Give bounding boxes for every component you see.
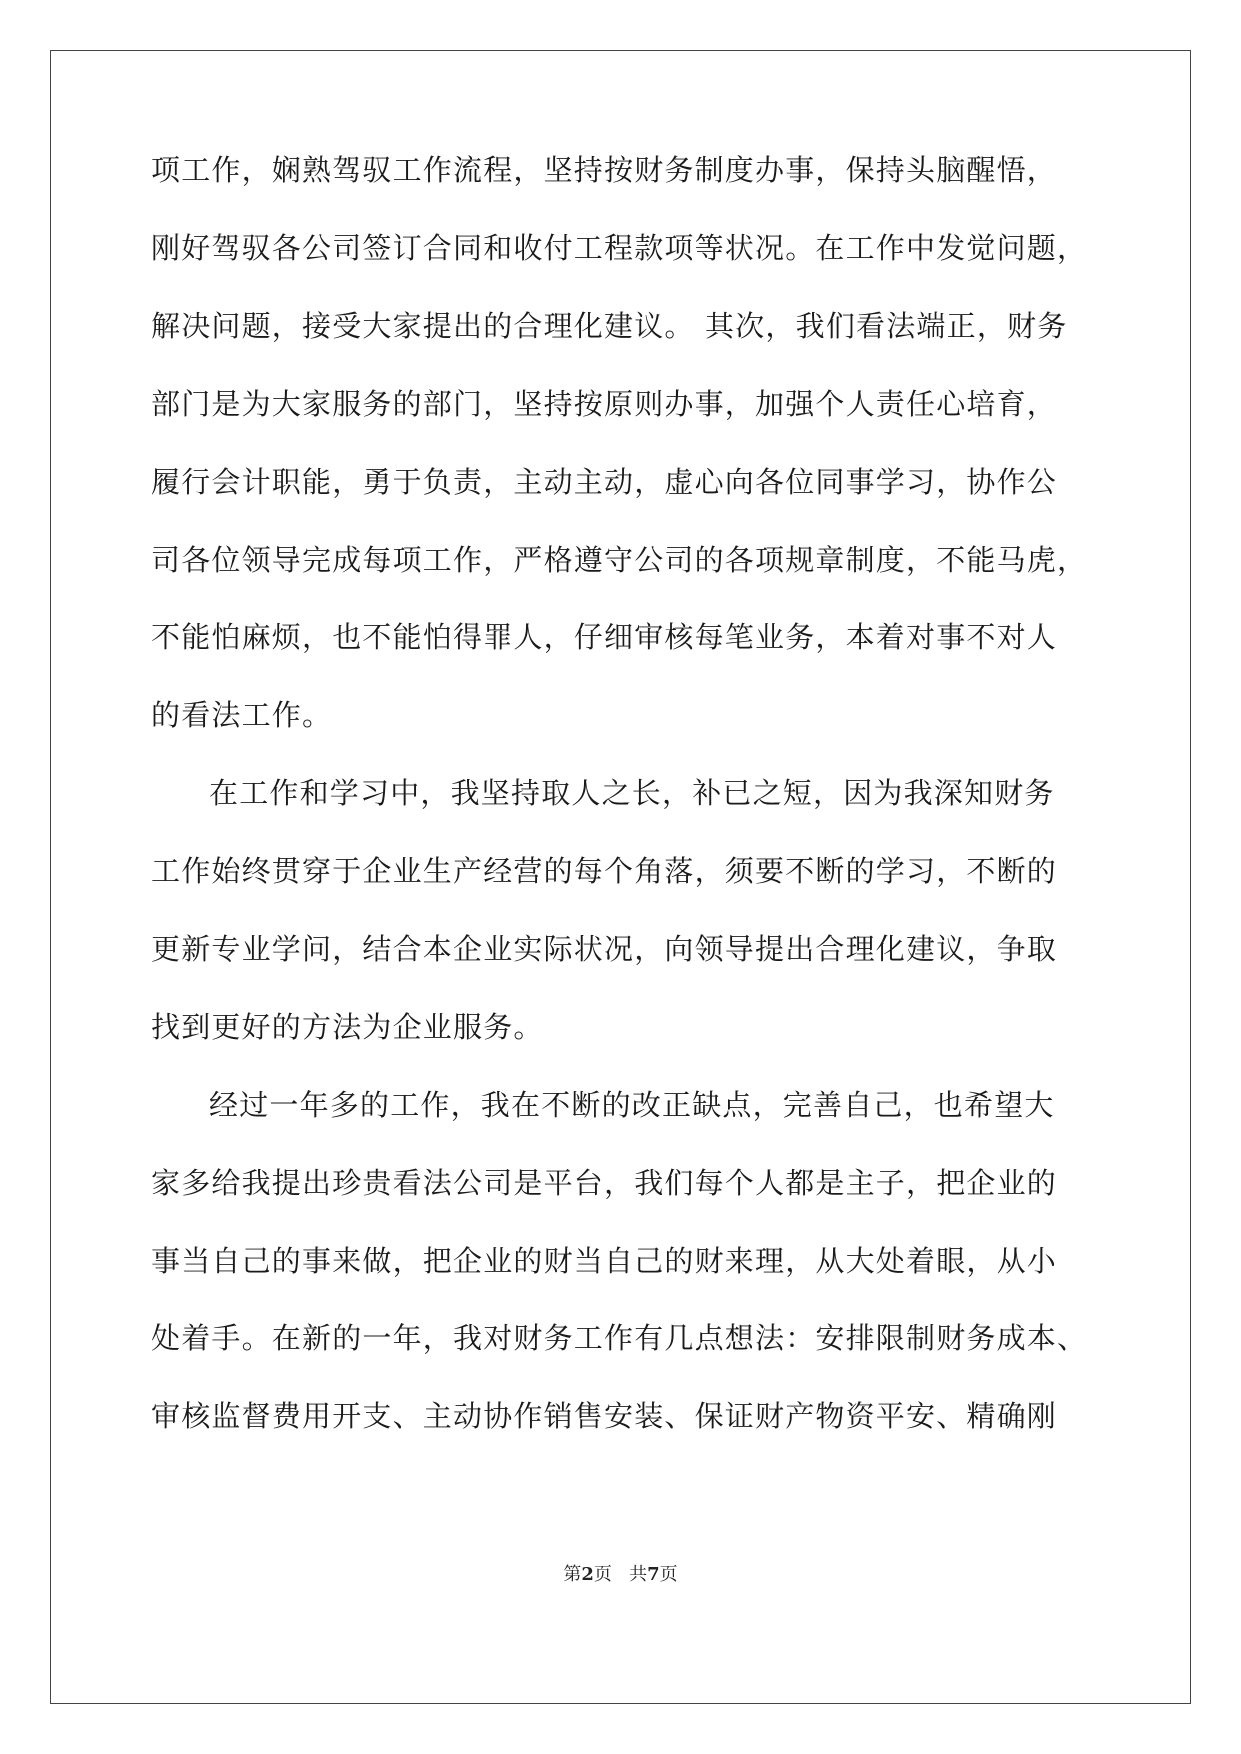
text-line: 事当自己的事来做，把企业的财当自己的财来理，从大处着眼，从小 xyxy=(151,1244,1058,1278)
text-line: 部门是为大家服务的部门，坚持按原则办事，加强个人责任心培育， xyxy=(151,387,1058,421)
text-line: 刚好驾驭各公司签订合同和收付工程款项等状况。在工作中发觉问题， xyxy=(151,231,1088,265)
text-line: 不能怕麻烦，也不能怕得罪人，仔细审核每笔业务，本着对事不对人 xyxy=(151,620,1058,654)
current-page-number: 2 xyxy=(581,1564,594,1585)
text-line: 找到更好的方法为企业服务。 xyxy=(151,1010,544,1044)
footer-suffix: 页 xyxy=(659,1564,678,1585)
footer-prefix: 第 xyxy=(563,1564,582,1585)
text-line: 家多给我提出珍贵看法公司是平台，我们每个人都是主子，把企业的 xyxy=(151,1166,1058,1200)
text-line: 解决问题，接受大家提出的合理化建议。 其次，我们看法端正，财务 xyxy=(151,309,1068,343)
text-line: 项工作，娴熟驾驭工作流程，坚持按财务制度办事，保持头脑醒悟， xyxy=(151,153,1058,187)
page-footer xyxy=(0,1560,1241,1586)
text-line: 更新专业学问，结合本企业实际状况，向领导提出合理化建议，争取 xyxy=(151,932,1058,966)
text-line: 在工作和学习中，我坚持取人之长，补已之短，因为我深知财务 xyxy=(209,776,1055,810)
footer-mid: 页 共 xyxy=(593,1564,648,1585)
text-line: 工作始终贯穿于企业生产经营的每个角落，须要不断的学习，不断的 xyxy=(151,854,1058,888)
total-page-number: 7 xyxy=(647,1564,660,1585)
text-line: 的看法工作。 xyxy=(151,698,333,732)
text-line: 经过一年多的工作，我在不断的改正缺点，完善自己，也希望大 xyxy=(209,1088,1055,1122)
text-line: 履行会计职能，勇于负责，主动主动，虚心向各位同事学习，协作公 xyxy=(151,465,1058,499)
text-line: 处着手。在新的一年，我对财务工作有几点想法：安排限制财务成本、 xyxy=(151,1321,1088,1355)
text-line: 司各位领导完成每项工作，严格遵守公司的各项规章制度，不能马虎， xyxy=(151,543,1088,577)
text-line: 审核监督费用开支、主动协作销售安装、保证财产物资平安、精确刚 xyxy=(151,1399,1058,1433)
